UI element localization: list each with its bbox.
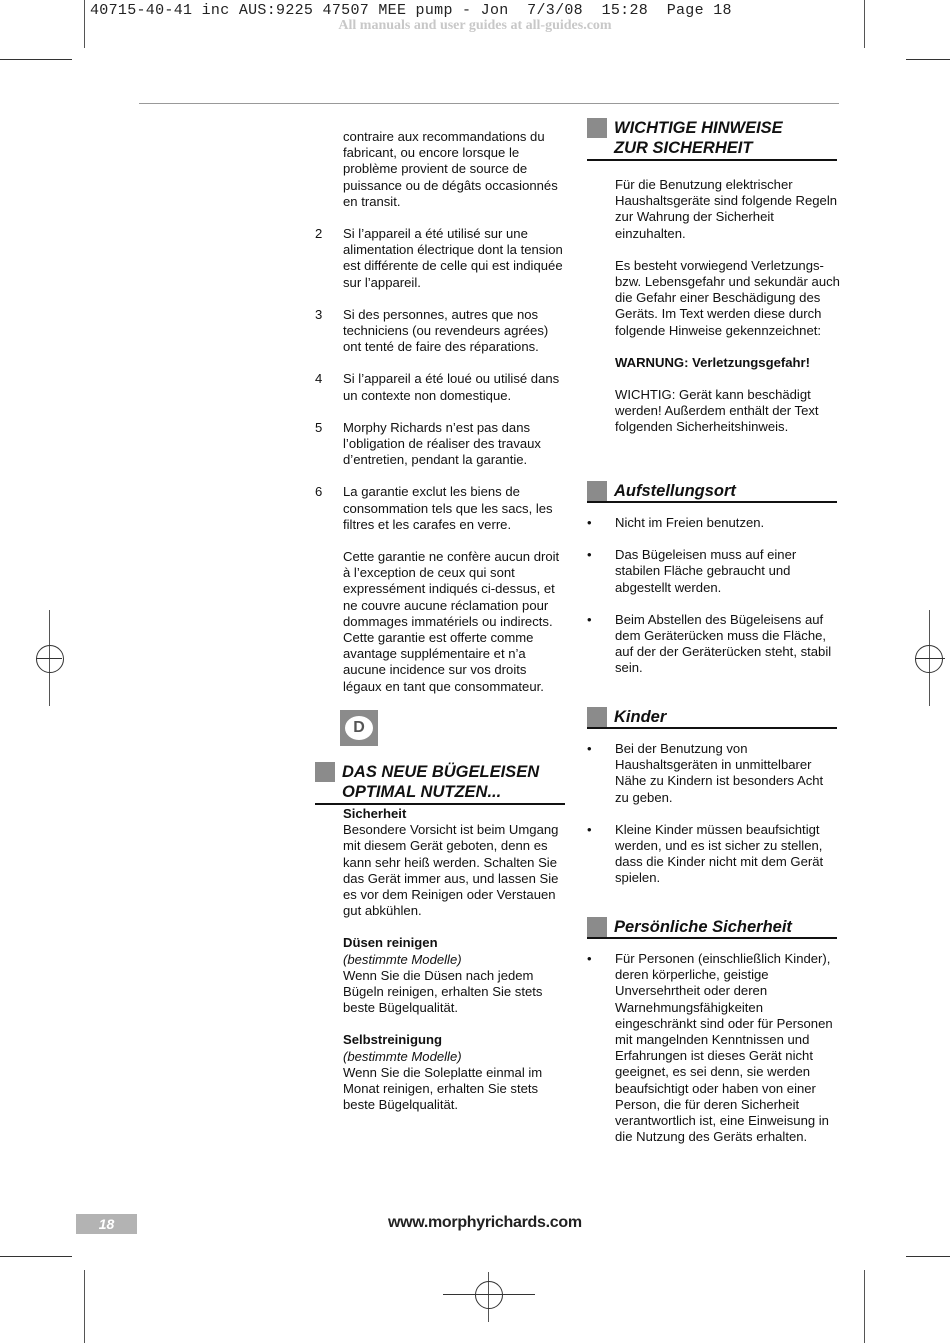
section-header-aufstellungsort [587, 481, 837, 503]
list-item: 4 Si l’appareil a été loué ou utilisé dans un contexte non domestique. [315, 371, 560, 403]
watermark: All manuals and user guides at all-guides.com [338, 18, 612, 33]
guarantee-note: Cette garantie ne confère aucun droit à l’exception de ceux qui sont expressément indiqués ci-dessus, et ne couvre aucune réclamation pour dommages immatériels ou indirects. Cette garantie est offerte comme avantage supplémentaire et n’a aucune incidence sur vos droits légaux en tant que consommateur. [343, 549, 560, 694]
list-item: • Beim Abstellen des Bügeleisens auf dem Geräterücken muss die Fläche, auf der der Geräterücken steht, stabil sein. [587, 611, 832, 676]
crop-mark [0, 59, 72, 60]
section-marker-icon [587, 707, 607, 727]
print-slug: 40715-40-41 inc AUS:9225 47507 MEE pump - Jon 7/3/08 15:28 Page 18 [90, 2, 732, 19]
list-item: • Das Bügeleisen muss auf einer stabilen Fläche gebraucht und abgestellt werden. [587, 547, 797, 595]
section-title: Kinder [614, 708, 667, 726]
crop-mark [864, 1270, 865, 1343]
registration-mark-icon [475, 1281, 503, 1309]
list-item: 3 Si des personnes, autres que nos techniciens (ou revendeurs agrées) ont tenté de faire des réparations. [315, 306, 549, 355]
section-title: Persönliche Sicherheit [614, 918, 792, 936]
language-badge [340, 710, 378, 746]
list-item: 5 Morphy Richards n’est pas dans l’obligation de réaliser des travaux d’entretien, pendant la garantie. [315, 419, 541, 468]
footer-url: www.morphyrichards.com [388, 1214, 582, 1231]
section-title: Aufstellungsort [614, 482, 736, 500]
crop-mark [84, 0, 85, 48]
top-rule [139, 103, 839, 104]
list-item: • Für Personen (einschließlich Kinder), deren körperliche, geistige Unversehrtheit oder deren Warnehmungsfähigkeiten eingeschränkt sind oder für Personen mit mangelnden Kenntnissen und Erfahrungen ist dieses Gerät nicht geeignet, es sei denn, sie werden beaufsichtigt oder haben von einer Person, die für deren Sicherheit verantwortlich ist, eine Einweisung in die Nutzung des Geräts erhalten. [587, 951, 833, 1145]
section-marker-icon [587, 917, 607, 937]
section-title: WICHTIGE HINWEISE ZUR SICHERHEIT [614, 119, 783, 157]
personal-list [587, 951, 839, 1145]
section-marker-icon [315, 762, 335, 782]
section-header-bugeleisen [315, 762, 565, 805]
safety-text: Für die Benutzung elektrischer Haushaltsgeräte sind folgende Regeln zur Wahrung der Sicherheit einzuhalten. Es besteht vorwiegend Verletzungs-bzw. Lebensgefahr und sekundär auch die Gefahr einer Beschädigung des Geräts. Im Text werden diese durch folgende Hinweise gekennzeichnet: WARNUNG: Verletzungsgefahr! WICHTIG: Gerät kann beschädigt werden! Außerdem enthält der Text folgenden Sicherheitshinweis. [615, 177, 840, 435]
crop-mark [0, 1256, 72, 1257]
section-marker-icon [587, 118, 607, 138]
list-item: 6 La garantie exclut les biens de consommation tels que les sacs, les filtres et les carafes en verre. [315, 484, 553, 532]
section-header-safety [587, 118, 837, 161]
aufstellungsort-list [587, 515, 839, 677]
page-number: 18 [76, 1214, 137, 1234]
left-column-french [315, 129, 567, 695]
section-header-personal [587, 917, 837, 939]
subheading-selbstreinigung: Selbstreinigung [343, 1032, 442, 1048]
list-item: 2 Si l’appareil a été utilisé sur une alimentation électrique dont la tension est différente de celle qui est indiquée sur l’appareil. [315, 226, 563, 290]
list-item: • Nicht im Freien benutzen. [587, 515, 765, 530]
crop-mark [906, 59, 950, 60]
subheading-sicherheit: Sicherheit [343, 806, 407, 821]
kinder-list [587, 741, 839, 887]
subheading-duesen: Düsen reinigen [343, 935, 438, 951]
list-item: • Kleine Kinder müssen beaufsichtigt werden, und es ist sicher zu stellen, dass die Kinder nicht mit dem Gerät spielen. [587, 821, 824, 886]
crop-mark [906, 1256, 950, 1257]
language-badge-label: D [345, 716, 373, 740]
warning-label: WARNUNG: Verletzungsgefahr! [615, 354, 810, 370]
registration-mark-icon [36, 645, 64, 673]
crop-mark [864, 0, 865, 48]
list-item: • Bei der Benutzung von Haushaltsgeräten in unmittelbarer Nähe zu Kindern ist besonders Acht zu geben. [587, 741, 824, 805]
crop-mark [84, 1270, 85, 1343]
section-header-kinder [587, 707, 837, 729]
section-title: DAS NEUE BÜGELEISEN OPTIMAL NUTZEN... [342, 763, 540, 801]
registration-mark-icon [915, 645, 943, 673]
left-column-german: Sicherheit Besondere Vorsicht ist beim Umgang mit diesem Gerät geboten, denn es kann sehr heiß werden. Schalten Sie das Gerät immer aus, und lassen Sie es vor dem Reinigen oder Verstauen gut abkühlen. Düsen reinigen (bestimmte Modelle) Wenn Sie die Düsen nach jedem Bügeln reinigen, erhalten Sie stets beste Bügelqualität. Selbstreinigung (bestimmte Modelle) Wenn Sie die Soleplatte einmal im Monat reinigen, erhalten Sie stets beste Bügelqualität. [343, 806, 559, 1113]
section-marker-icon [587, 481, 607, 501]
intro-continuation: contraire aux recommandations du fabricant, ou encore lorsque le problème provient de source de puissance ou de dégâts occasionnés en transit. [343, 129, 558, 209]
